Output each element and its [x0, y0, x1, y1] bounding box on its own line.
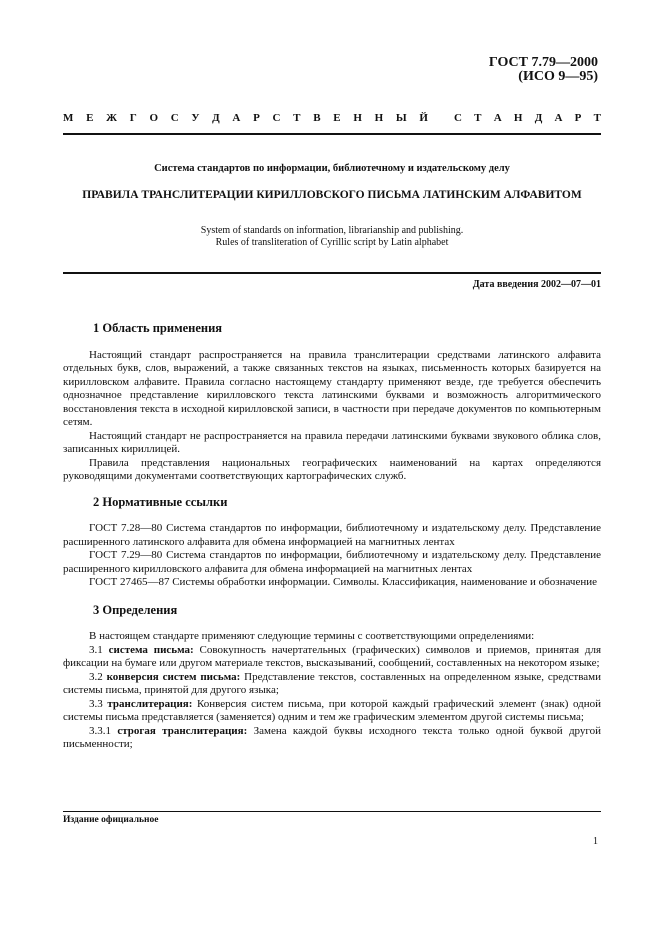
footer-rule — [63, 811, 601, 812]
banner-letter: Т — [474, 112, 482, 124]
section-3-heading: 3 Определения — [93, 602, 178, 617]
section-1-paragraph: Настоящий стандарт распространяется на правила транслитерации средствами латинского алфавита отдельных букв, слов, выражений, а также связанных текстов на языках, письменность которых базируется на кирилловском алфавите. Правила согласно настоящему стандарту применяют везде, где требуется обеспечить однозначное представление кирилловского текста латинскими буквами и возможность алгоритмического восстановления текста в исходной кирилловской записи, в частности при передаче документов по компьютерным сетям. — [63, 348, 601, 428]
banner-letter: Д — [534, 112, 543, 124]
definition-term: система письма: — [108, 643, 194, 656]
banner-word-standard — [454, 112, 601, 124]
banner-letter: Е — [86, 112, 94, 124]
banner-letter: М — [63, 112, 74, 124]
definition-number: 3.1 — [89, 643, 103, 656]
banner-letter: Р — [253, 112, 260, 124]
banner-letter: С — [170, 112, 179, 124]
definitions-intro: В настоящем стандарте применяют следующие термины с соответствующими определениями: — [89, 630, 535, 642]
document-body — [63, 322, 601, 752]
gost-code: ГОСТ 7.79—2000 — [488, 55, 598, 70]
document-title: ПРАВИЛА ТРАНСЛИТЕРАЦИИ КИРИЛЛОВСКОГО ПИСЬМА ЛАТИНСКИМ АЛФАВИТОМ — [82, 189, 582, 201]
definition-text: Конверсия систем письма, при которой каждый графический элемент (знак) одной системы письма представляется (заменяется) одним и тем же графическим элементом другой системы письма; — [63, 697, 602, 723]
banner-letter: А — [554, 112, 563, 124]
title-rule — [63, 272, 601, 274]
banner-letter: А — [493, 112, 502, 124]
definition-number: 3.2 — [89, 670, 103, 683]
page-number: 1 — [593, 836, 598, 847]
english-title — [63, 225, 601, 249]
banner-letter: Д — [212, 112, 220, 124]
banner-letter: Т — [293, 112, 301, 124]
banner-letter: О — [149, 112, 158, 124]
definition-item — [63, 698, 601, 725]
series-title: Система стандартов по информации, библиотечному и издательскому делу — [154, 163, 510, 174]
banner-letter: С — [454, 112, 462, 124]
definition-term: транслитерация: — [107, 697, 193, 710]
english-title-line-2: Rules of transliteration of Cyrillic script by Latin alphabet — [215, 237, 449, 248]
banner-letter: У — [191, 112, 200, 124]
banner-letter: Н — [513, 112, 523, 124]
banner-letter: Е — [333, 112, 341, 124]
banner-letter: А — [232, 112, 241, 124]
section-1-heading: 1 Область применения — [93, 321, 223, 335]
reference-item: ГОСТ 7.28—80 Система стандартов по информации, библиотечному и издательскому делу. Представление расширенного латинского алфавита для обмена информацией на магнитных лентах — [63, 522, 601, 548]
reference-item: ГОСТ 27465—87 Системы обработки информации. Символы. Классификация, наименование и обозначение — [89, 576, 598, 588]
definition-term: строгая транслитерация: — [117, 724, 248, 737]
section-1-paragraph: Правила представления национальных географических наименований на картах определяются руководящими документами соответствующих картографических служб. — [63, 456, 601, 482]
banner-letter: Н — [374, 112, 384, 124]
official-edition-label: Издание официальное — [63, 815, 159, 825]
definition-number: 3.3.1 — [89, 724, 111, 737]
section-1-paragraph: Настоящий стандарт не распространяется на правила передачи латинскими буквами звукового облика слов, записанных кириллицей. — [63, 429, 601, 455]
definition-item — [63, 725, 601, 752]
banner-letter: В — [313, 112, 321, 124]
banner-letter: Ж — [106, 112, 118, 124]
banner-letter: Г — [129, 112, 137, 124]
top-rule — [63, 133, 601, 135]
reference-item: ГОСТ 7.29—80 Система стандартов по информации, библиотечному и издательскому делу. Представление расширенного кирилловского алфавита для обмена информацией на магнитных лентах — [63, 549, 601, 575]
banner-letter: Р — [574, 112, 582, 124]
section-2-heading: 2 Нормативные ссылки — [93, 494, 228, 509]
definition-text: Совокупность начертательных (графических) символов и приемов, принятая для фиксации на бумаге или другом материале текстов, высказываний, сообщений, составленных на некотором языке; — [63, 643, 602, 669]
definition-text: Представление текстов, составленных на определенном языке, средствами системы письма, принятой для другого языка; — [63, 670, 602, 696]
standard-designation — [489, 56, 598, 84]
banner-letter: Й — [419, 112, 428, 124]
banner-letter: Ы — [395, 112, 407, 124]
interstate-standard-banner — [63, 112, 601, 124]
definition-number: 3.3 — [89, 697, 103, 710]
effective-date: Дата введения 2002—07—01 — [472, 279, 601, 290]
banner-letter: Н — [353, 112, 362, 124]
banner-letter: Т — [593, 112, 601, 124]
banner-word-interstate — [63, 112, 428, 124]
definition-text: Замена каждой буквы исходного текста только одной буквой другой письменности; — [63, 724, 602, 750]
banner-letter: С — [272, 112, 281, 124]
iso-code: (ИСО 9—95) — [518, 69, 598, 84]
english-title-line-1: System of standards on information, librarianship and publishing. — [200, 225, 464, 236]
definition-item — [63, 671, 601, 698]
definition-term: конверсия систем письма: — [106, 670, 241, 683]
definition-item — [63, 644, 601, 671]
